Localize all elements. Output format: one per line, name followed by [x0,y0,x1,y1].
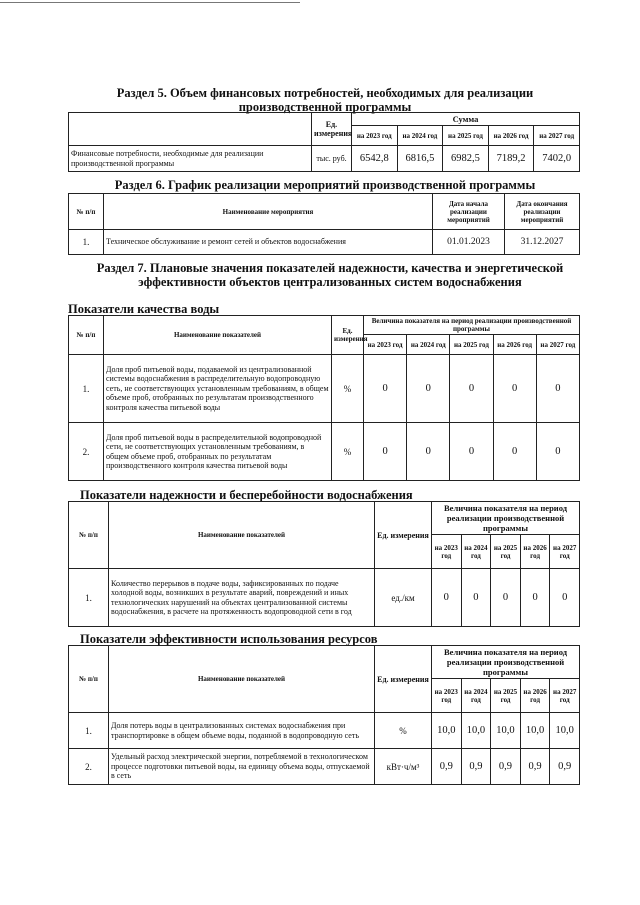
e-row1-2026: 10,0 [520,713,550,749]
quality-table [68,315,580,481]
s5-sum-header: Сумма [352,113,580,126]
q-year-2025: на 2025 год [450,335,493,355]
e-year-2023: на 2023 год [432,679,462,713]
s5-unit-header: Ед. измерения [312,113,352,146]
s6-row-start: 01.01.2023 [433,230,505,255]
e-row2-2027: 0,9 [550,749,580,785]
s6-start-header: Дата начала реализации мероприятий [433,194,505,230]
e-row1-2023: 10,0 [432,713,462,749]
r-row1-2023: 0 [432,569,462,627]
q-row2-2025: 0 [450,423,493,481]
q-year-2023: на 2023 год [364,335,407,355]
s5-value-2025: 6982,5 [443,146,489,172]
q-year-2027: на 2027 год [536,335,579,355]
s6-name-header: Наименование мероприятия [104,194,433,230]
e-row2-2023: 0,9 [432,749,462,785]
q-row2-2026: 0 [493,423,536,481]
table-row [69,569,580,627]
r-row1-2025: 0 [491,569,521,627]
s5-year-2025: на 2025 год [443,126,489,146]
e-year-2027: на 2027 год [550,679,580,713]
q-unit-header: Ед. измерения [332,316,364,355]
s5-year-2026: на 2026 год [488,126,534,146]
e-row1-unit: % [375,713,432,749]
q-row1-2024: 0 [407,355,450,423]
r-year-2025: на 2025 год [491,535,521,569]
q-row2-name: Доля проб питьевой воды в распределительной водопроводной сети, не соответствующих установленным требованиям, в общем объеме проб, отобранных по результатам производственного контроля качества питьевой воды [104,423,332,481]
section5-table [68,112,580,172]
s6-end-header: Дата окончания реализации мероприятий [505,194,580,230]
reliability-table [68,501,580,627]
s6-row-end: 31.12.2027 [505,230,580,255]
e-row1-2027: 10,0 [550,713,580,749]
e-row2-num: 2. [69,749,109,785]
e-year-2026: на 2026 год [520,679,550,713]
r-name-header: Наименование показателей [109,502,375,569]
s5-year-2023: на 2023 год [352,126,398,146]
efficiency-table [68,645,580,785]
e-row2-unit: кВт·ч/м³ [375,749,432,785]
r-year-2024: на 2024 год [461,535,491,569]
e-year-2024: на 2024 год [461,679,491,713]
r-year-2023: на 2023 год [432,535,462,569]
e-year-2025: на 2025 год [491,679,521,713]
e-unit-header: Ед. измерения [375,646,432,713]
r-year-2027: на 2027 год [550,535,580,569]
s5-year-2027: на 2027 год [534,126,580,146]
e-row2-2025: 0,9 [491,749,521,785]
q-row1-2023: 0 [364,355,407,423]
e-row1-num: 1. [69,713,109,749]
table-row [69,230,580,255]
q-year-2026: на 2026 год [493,335,536,355]
e-value-header: Величина показателя на период реализации производственной программы [432,646,580,679]
table-row [69,146,580,172]
r-row1-2024: 0 [461,569,491,627]
q-value-header: Величина показателя на период реализации производственной программы [364,316,580,335]
s5-value-2026: 7189,2 [488,146,534,172]
q-name-header: Наименование показателей [104,316,332,355]
s5-value-2027: 7402,0 [534,146,580,172]
q-row1-2026: 0 [493,355,536,423]
s5-value-2023: 6542,8 [352,146,398,172]
q-row1-name: Доля проб питьевой воды, подаваемой из централизованной системы водоснабжения в распределительную водопроводную сеть, не соответствующих установленным требованиям, в общем объеме проб, отобранных по результатам производственного контроля качества питьевой воды [104,355,332,423]
q-row2-2023: 0 [364,423,407,481]
r-num-header: № п/п [69,502,109,569]
r-unit-header: Ед. измерения [375,502,432,569]
s6-num-header: № п/п [69,194,104,230]
e-row1-2025: 10,0 [491,713,521,749]
reliability-title: Показатели надежности и бесперебойности водоснабжения [80,488,413,502]
quality-title: Показатели качества воды [68,302,220,316]
e-row1-2024: 10,0 [461,713,491,749]
r-row1-2027: 0 [550,569,580,627]
table-row [69,355,580,423]
q-year-2024: на 2024 год [407,335,450,355]
r-row1-num: 1. [69,569,109,627]
table-row [69,713,580,749]
r-year-2026: на 2026 год [520,535,550,569]
q-row2-unit: % [332,423,364,481]
table-row [69,749,580,785]
q-row1-2025: 0 [450,355,493,423]
section5-title: Раздел 5. Объем финансовых потребностей, необходимых для реализации производственной программы [116,86,534,114]
s5-year-2024: на 2024 год [397,126,443,146]
r-row1-name: Количество перерывов в подаче воды, зафиксированных по подаче холодной воды, возникших в результате аварий, повреждений и иных технологических нарушений на объектах централизованной системы водоснабжения, в расчете на протяженность водопроводной сети в год [109,569,375,627]
s5-row-name: Финансовые потребности, необходимые для реализации производственной программы [69,146,312,172]
section7-title: Раздел 7. Плановые значения показателей надежности, качества и энергетической эффективности объектов централизованных систем водоснабжения [96,261,564,289]
r-value-header: Величина показателя на период реализации производственной программы [432,502,580,535]
section6-title: Раздел 6. График реализации мероприятий производственной программы [114,178,536,192]
q-row1-2027: 0 [536,355,579,423]
e-row1-name: Доля потерь воды в централизованных системах водоснабжения при транспортировке в общем объеме воды, поданной в водопроводную сеть [109,713,375,749]
s6-row-num: 1. [69,230,104,255]
efficiency-title: Показатели эффективности использования ресурсов [80,632,378,646]
scan-edge-line [0,2,300,3]
r-row1-unit: ед./км [375,569,432,627]
q-row2-2024: 0 [407,423,450,481]
q-num-header: № п/п [69,316,104,355]
q-row2-num: 2. [69,423,104,481]
q-row2-2027: 0 [536,423,579,481]
r-row1-2026: 0 [520,569,550,627]
q-row1-num: 1. [69,355,104,423]
e-row2-2024: 0,9 [461,749,491,785]
e-num-header: № п/п [69,646,109,713]
s5-value-2024: 6816,5 [397,146,443,172]
s5-row-unit: тыс. руб. [312,146,352,172]
s6-row-name: Техническое обслуживание и ремонт сетей и объектов водоснабжения [104,230,433,255]
section6-table [68,193,580,255]
table-row [69,423,580,481]
q-row1-unit: % [332,355,364,423]
e-row2-name: Удельный расход электрической энергии, потребляемой в технологическом процессе подготовки питьевой воды, на единицу объема воды, отпускаемой в сеть [109,749,375,785]
e-row2-2026: 0,9 [520,749,550,785]
e-name-header: Наименование показателей [109,646,375,713]
